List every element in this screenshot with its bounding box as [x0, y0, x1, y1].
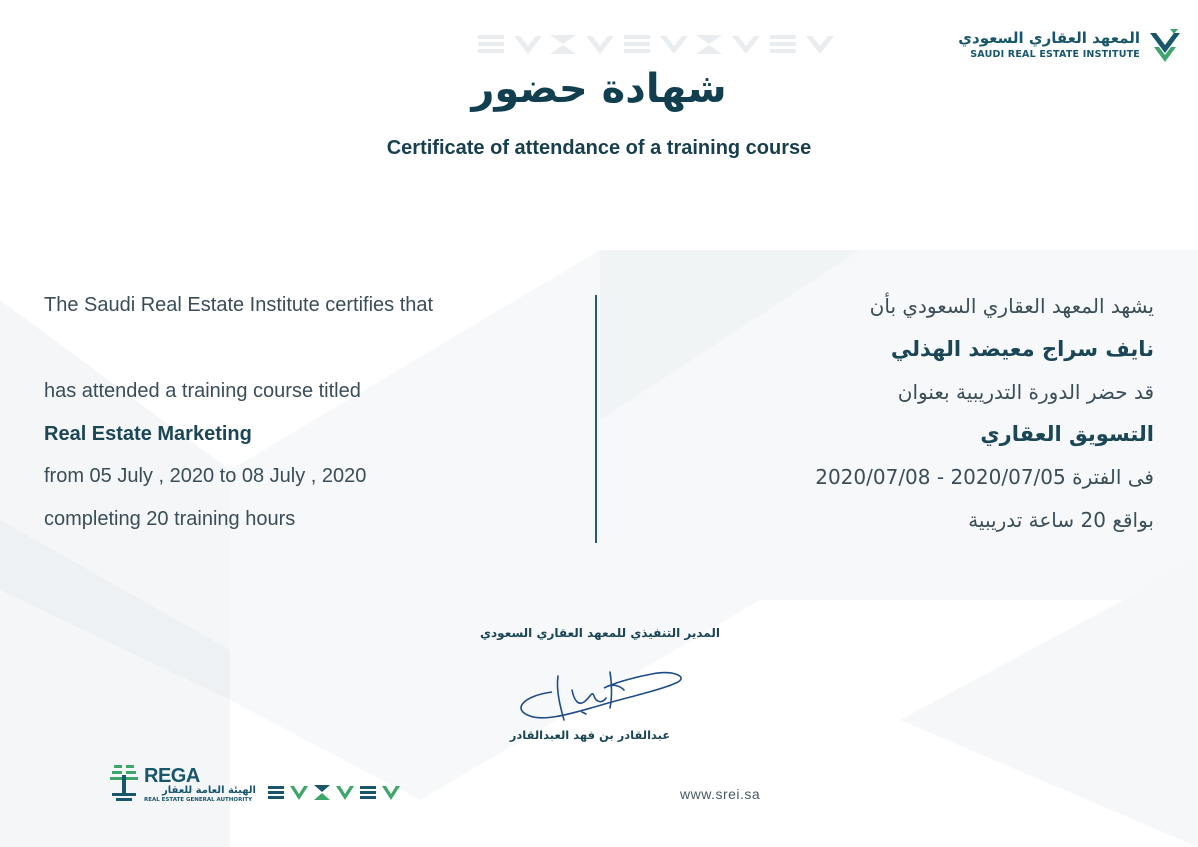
signatory-name: عبدالقادر بن فهد العبدالقادر [509, 728, 671, 742]
signatory-title: المدير التنفيذي للمعهد العقاري السعودي [480, 626, 720, 640]
certificate-title-en: Certificate of attendance of a training course [386, 137, 812, 159]
rega-palm-icon [108, 765, 140, 803]
saudi-real-estate-institute-logo [958, 27, 1182, 65]
ar-hours-text: بواقع 20 ساعة تدريبية [968, 508, 1154, 532]
ar-attended-text: قد حضر الدورة التدريبية بعنوان [897, 380, 1154, 404]
rega-name: REGA [144, 765, 200, 787]
ar-certifies-text: يشهد المعهد العقاري السعودي بأن [869, 294, 1154, 318]
en-course-name: Real Estate Marketing [44, 423, 252, 445]
en-hours-text: completing 20 training hours [44, 508, 296, 530]
column-divider [595, 295, 597, 543]
institute-name-ar: المعهد العقاري السعودي [958, 29, 1140, 47]
rega-name-ar: الهيئة العامة للعقار [161, 785, 256, 796]
ar-recipient-name: نايف سراج معيضد الهذلي [890, 337, 1154, 361]
bottom-decorative-pattern [268, 783, 402, 803]
institute-chevron-icon [1148, 27, 1182, 63]
ar-course-name: التسويق العقاري [980, 422, 1154, 446]
en-certifies-text: The Saudi Real Estate Institute certifies that [44, 294, 434, 316]
rega-logo [108, 765, 258, 805]
top-decorative-pattern [478, 32, 838, 58]
website-link[interactable]: www.srei.sa [680, 786, 761, 802]
en-attended-text: has attended a training course titled [44, 380, 361, 402]
ar-period-text: فى الفترة 2020/07/05 - 2020/07/08 [815, 465, 1154, 489]
rega-name-en: REAL ESTATE GENERAL AUTHORITY [144, 797, 253, 803]
institute-name-en: SAUDI REAL ESTATE INSTITUTE [970, 49, 1140, 60]
certificate-title-ar: شهادة حضور [471, 66, 727, 112]
en-period-text: from 05 July , 2020 to 08 July , 2020 [44, 465, 367, 487]
handwritten-signature [512, 662, 692, 734]
